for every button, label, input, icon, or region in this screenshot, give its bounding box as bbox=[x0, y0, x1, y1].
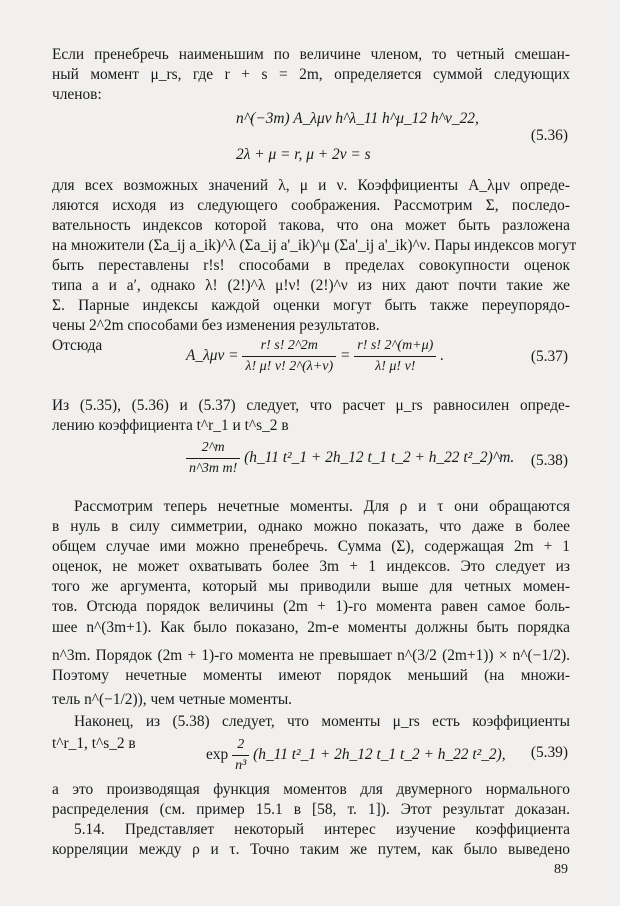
text-line: Из (5.35), (5.36) и (5.37) следует, что расчет μ_rs равносилен опреде- bbox=[52, 397, 570, 414]
equation-5-39 bbox=[206, 737, 506, 774]
eq539-numerator: 2 bbox=[232, 737, 249, 756]
text-line: ляются исходя из следующего соображения. Рассмотрим Σ, последо- bbox=[52, 197, 570, 214]
text-line: шее n^(3m+1). Как было показано, 2m-е моменты должны быть порядка bbox=[52, 619, 570, 636]
eq537-fraction-1 bbox=[242, 338, 336, 375]
text-line: оценок, не может охватывать более 3m + 1 индексов. Это следует из bbox=[52, 558, 570, 575]
text-line: Поэтому нечетные моменты имеют порядок меньший (на множи- bbox=[52, 667, 570, 684]
text-line: Σ. Парные индексы каждой оценки могут быть также переупорядо- bbox=[52, 297, 570, 314]
text-line: вательность индексов которой такова, что она может быть разложена bbox=[52, 217, 570, 234]
eq537-numerator-2: r! s! 2^(m+μ) bbox=[354, 338, 436, 357]
eq537-denominator-2: λ! μ! ν! bbox=[375, 359, 416, 374]
text-line: чены 2^2m способами без изменения результатов. bbox=[52, 317, 380, 334]
text-line: Наконец, из (5.38) следует, что моменты μ_rs есть коэффициенты bbox=[74, 713, 570, 730]
eq537-equals: = bbox=[340, 347, 351, 365]
eq539-fraction bbox=[232, 737, 249, 774]
eq537-lhs: A_λμν = bbox=[186, 347, 239, 365]
text-line: t^r_1, t^s_2 в bbox=[52, 735, 136, 752]
eq537-end: . bbox=[440, 347, 445, 365]
eq537-fraction-2 bbox=[354, 338, 436, 375]
eq538-fraction bbox=[186, 440, 240, 477]
eq539-denominator: n³ bbox=[235, 758, 247, 773]
equation-number: (5.37) bbox=[530, 348, 568, 365]
equation-5-36-line2: 2λ + μ = r, μ + 2ν = s bbox=[236, 146, 371, 163]
page-number: 89 bbox=[554, 862, 568, 877]
text-line: Отсюда bbox=[52, 337, 103, 354]
text-line: в нуль в силу симметрии, однако можно показать, что даже в более bbox=[52, 518, 570, 535]
text-line: n^3m. Порядок (2m + 1)-го момента не превышает n^(3/2 (2m+1)) × n^(−1/2). bbox=[52, 647, 570, 664]
text-line: Рассмотрим теперь нечетные моменты. Для ρ и τ они обращаются bbox=[74, 498, 570, 515]
text-line: того же аргумента, который мы приводили выше для четных момен- bbox=[52, 578, 570, 595]
eq539-rest: (h_11 t²_1 + 2h_12 t_1 t_2 + h_22 t²_2), bbox=[253, 746, 506, 764]
equation-5-37 bbox=[186, 338, 444, 375]
text-line: быть переставлены r!s! способами в пределах совокупности оценок bbox=[52, 257, 570, 274]
eq538-denominator: n^3m m! bbox=[189, 461, 238, 476]
text-line: для всех возможных значений λ, μ и ν. Коэффициенты A_λμν опреде- bbox=[52, 177, 570, 194]
eq537-denominator-1: λ! μ! ν! 2^(λ+ν) bbox=[245, 359, 334, 374]
text-line: Если пренебречь наименьшим по величине членом, то четный смешан- bbox=[52, 46, 570, 63]
equation-number: (5.36) bbox=[530, 127, 568, 144]
eq539-exp: exp bbox=[206, 746, 229, 764]
text-line: на множители (Σa_ij a_ik)^λ (Σa_ij a'_ik)^μ (Σa'_ij a'_ik)^ν. Пары индексов могут bbox=[52, 237, 577, 254]
equation-number: (5.38) bbox=[530, 452, 568, 469]
eq537-numerator-1: r! s! 2^2m bbox=[242, 338, 336, 357]
text-line: общем случае ими можно пренебречь. Сумма (Σ), содержащая 2m + 1 bbox=[52, 538, 570, 555]
eq538-numerator: 2^m bbox=[186, 440, 240, 459]
equation-number: (5.39) bbox=[530, 744, 568, 761]
text-line: тель n^(−1/2)), чем четные моменты. bbox=[52, 691, 293, 708]
text-line: 5.14. Представляет некоторый интерес изучение коэффициента bbox=[74, 821, 570, 838]
equation-5-38 bbox=[186, 440, 514, 477]
text-line: корреляции между ρ и τ. Точно таким же путем, как было выведено bbox=[52, 841, 570, 858]
text-line: членов: bbox=[52, 86, 102, 103]
text-line: типа a и a′, однако λ! (2!)^λ μ!ν! (2!)^ν из них дают почти такие же bbox=[52, 277, 570, 294]
eq538-rest: (h_11 t²_1 + 2h_12 t_1 t_2 + h_22 t²_2)^m. bbox=[244, 449, 515, 467]
equation-5-36-line1: n^(−3m) A_λμν h^λ_11 h^μ_12 h^ν_22, bbox=[236, 110, 479, 127]
text-line: тов. Отсюда порядок величины (2m + 1)-го момента равен самое боль- bbox=[52, 598, 570, 615]
text-line: а это производящая функция моментов для двумерного нормального bbox=[52, 781, 570, 798]
text-line: ный момент μ_rs, где r + s = 2m, определяется суммой следующих bbox=[52, 66, 570, 83]
text-line: распределения (см. пример 15.1 в [58, т. 1]). Этот результат доказан. bbox=[52, 801, 570, 818]
text-line: лению коэффициента t^r_1 и t^s_2 в bbox=[52, 417, 289, 434]
